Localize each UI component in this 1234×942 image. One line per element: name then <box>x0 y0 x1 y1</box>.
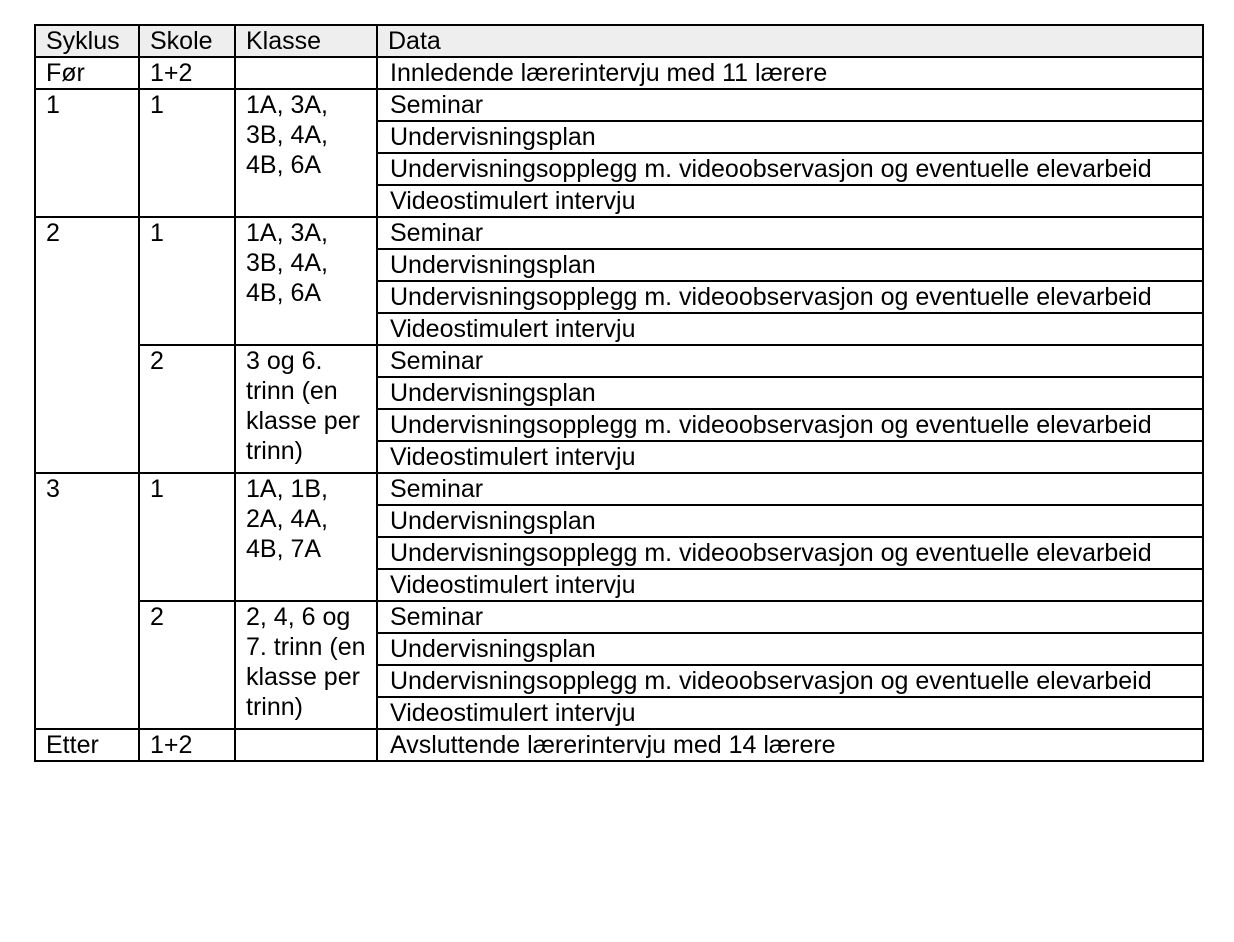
data-cell: Videostimulert intervju <box>377 697 1203 729</box>
data-cell: Undervisningsplan <box>377 121 1203 153</box>
skole-cell: 2 <box>139 345 235 473</box>
klasse-cell: 1A, 3A, 3B, 4A, 4B, 6A <box>235 89 377 217</box>
data-cell: Innledende lærerintervju med 11 lærere <box>377 57 1203 89</box>
table-row <box>35 57 1203 89</box>
klasse-cell: 3 og 6. trinn (en klasse per trinn) <box>235 345 377 473</box>
klasse-cell: 2, 4, 6 og 7. trinn (en klasse per trinn) <box>235 601 377 729</box>
data-cell: Undervisningsopplegg m. videoobservasjon og eventuelle elevarbeid <box>377 665 1203 697</box>
syklus-cell: 2 <box>35 217 139 473</box>
data-cell: Videostimulert intervju <box>377 441 1203 473</box>
skole-cell: 1+2 <box>139 729 235 761</box>
klasse-cell: 1A, 1B, 2A, 4A, 4B, 7A <box>235 473 377 601</box>
data-cell: Undervisningsplan <box>377 633 1203 665</box>
data-cell: Seminar <box>377 473 1203 505</box>
table-row <box>35 729 1203 761</box>
data-cell: Undervisningsopplegg m. videoobservasjon og eventuelle elevarbeid <box>377 537 1203 569</box>
table-row <box>35 473 1203 505</box>
syklus-cell: 1 <box>35 89 139 217</box>
skole-cell: 1+2 <box>139 57 235 89</box>
data-cell: Undervisningsopplegg m. videoobservasjon og eventuelle elevarbeid <box>377 281 1203 313</box>
header-skole: Skole <box>139 25 235 57</box>
data-cell: Undervisningsplan <box>377 377 1203 409</box>
header-data: Data <box>377 25 1203 57</box>
data-cell: Undervisningsplan <box>377 505 1203 537</box>
data-collection-table <box>34 24 1204 762</box>
syklus-cell: Etter <box>35 729 139 761</box>
klasse-cell <box>235 729 377 761</box>
skole-cell: 1 <box>139 217 235 345</box>
skole-cell: 2 <box>139 601 235 729</box>
skole-cell: 1 <box>139 473 235 601</box>
syklus-cell: Før <box>35 57 139 89</box>
klasse-cell <box>235 57 377 89</box>
table-row <box>35 601 1203 633</box>
header-row <box>35 25 1203 57</box>
data-cell: Videostimulert intervju <box>377 569 1203 601</box>
data-cell: Seminar <box>377 89 1203 121</box>
data-cell: Undervisningsopplegg m. videoobservasjon og eventuelle elevarbeid <box>377 409 1203 441</box>
table-row <box>35 217 1203 249</box>
klasse-cell: 1A, 3A, 3B, 4A, 4B, 6A <box>235 217 377 345</box>
data-cell: Videostimulert intervju <box>377 313 1203 345</box>
data-cell: Seminar <box>377 217 1203 249</box>
data-cell: Seminar <box>377 601 1203 633</box>
header-klasse: Klasse <box>235 25 377 57</box>
data-cell: Undervisningsplan <box>377 249 1203 281</box>
data-cell: Seminar <box>377 345 1203 377</box>
data-cell: Avsluttende lærerintervju med 14 lærere <box>377 729 1203 761</box>
syklus-cell: 3 <box>35 473 139 729</box>
table-row <box>35 89 1203 121</box>
data-cell: Undervisningsopplegg m. videoobservasjon og eventuelle elevarbeid <box>377 153 1203 185</box>
skole-cell: 1 <box>139 89 235 217</box>
header-syklus: Syklus <box>35 25 139 57</box>
data-cell: Videostimulert intervju <box>377 185 1203 217</box>
table-row <box>35 345 1203 377</box>
